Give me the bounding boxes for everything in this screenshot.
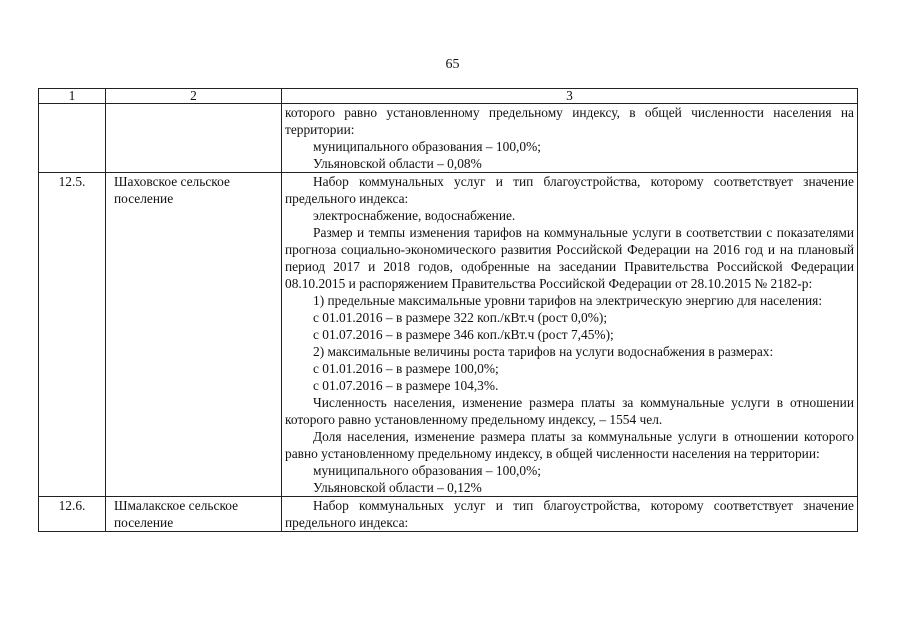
description-paragraph: Размер и темпы изменения тарифов на коммунальные услуги в соответствии с показателями прогноза социально-экономического развития Российской Федерации на 2016 год и на плановый период 2017 и 2018 годов, одобренные на заседании Правительства Российской Федерации 08.10.2015 и распоряжением Правительства Российской Федерации от 28.10.2015 № 2182-р: bbox=[285, 225, 854, 291]
column-header: 1 bbox=[39, 89, 106, 104]
description-paragraph: с 01.01.2016 – в размере 322 коп./кВт.ч (рост 0,0%); bbox=[313, 310, 608, 325]
column-header: 2 bbox=[106, 89, 282, 104]
page-number: 65 bbox=[445, 57, 460, 72]
row-number-cell: 12.6. bbox=[39, 497, 106, 532]
row-number-cell bbox=[39, 104, 106, 173]
description-cell bbox=[282, 173, 858, 497]
description-paragraph: Численность населения, изменение размера платы за коммунальные услуги в отношении которого равно установленному предельному индексу, – 1554 чел. bbox=[285, 395, 854, 427]
description-paragraph: Набор коммунальных услуг и тип благоустройства, которому соответствует значение предельного индекса: bbox=[285, 498, 854, 530]
description-cell bbox=[282, 497, 858, 532]
description-paragraph: Ульяновской области – 0,12% bbox=[313, 480, 482, 495]
settlement-name-cell: Шаховское сельское поселение bbox=[106, 173, 282, 497]
table-row bbox=[39, 104, 858, 173]
description-paragraph: Доля населения, изменение размера платы за коммунальные услуги в отношении которого равно установленному предельному индексу, в общей численности населения на территории: bbox=[285, 429, 854, 461]
description-paragraph: с 01.07.2016 – в размере 104,3%. bbox=[313, 378, 499, 393]
description-paragraph: с 01.07.2016 – в размере 346 коп./кВт.ч (рост 7,45%); bbox=[313, 327, 614, 342]
description-paragraph: 1) предельные максимальные уровни тарифов на электрическую энергию для населения: bbox=[313, 293, 823, 308]
description-paragraph: Ульяновской области – 0,08% bbox=[313, 156, 482, 171]
description-paragraph: с 01.01.2016 – в размере 100,0%; bbox=[313, 361, 499, 376]
tariff-table bbox=[38, 88, 858, 532]
description-paragraph: 2) максимальные величины роста тарифов на услуги водоснабжения в размерах: bbox=[313, 344, 774, 359]
column-header: 3 bbox=[282, 89, 858, 104]
description-paragraph: Набор коммунальных услуг и тип благоустройства, которому соответствует значение предельного индекса: bbox=[285, 174, 854, 206]
description-paragraph: муниципального образования – 100,0%; bbox=[313, 463, 541, 478]
table-row bbox=[39, 497, 858, 532]
description-paragraph: которого равно установленному предельному индексу, в общей численности населения на территории: bbox=[285, 105, 854, 137]
description-paragraph: электроснабжение, водоснабжение. bbox=[313, 208, 516, 223]
settlement-name-cell: Шмалакское сельское поселение bbox=[106, 497, 282, 532]
description-paragraph: муниципального образования – 100,0%; bbox=[313, 139, 541, 154]
row-number-cell: 12.5. bbox=[39, 173, 106, 497]
settlement-name-cell bbox=[106, 104, 282, 173]
description-cell bbox=[282, 104, 858, 173]
table-header-row bbox=[39, 89, 858, 104]
table-row bbox=[39, 173, 858, 497]
